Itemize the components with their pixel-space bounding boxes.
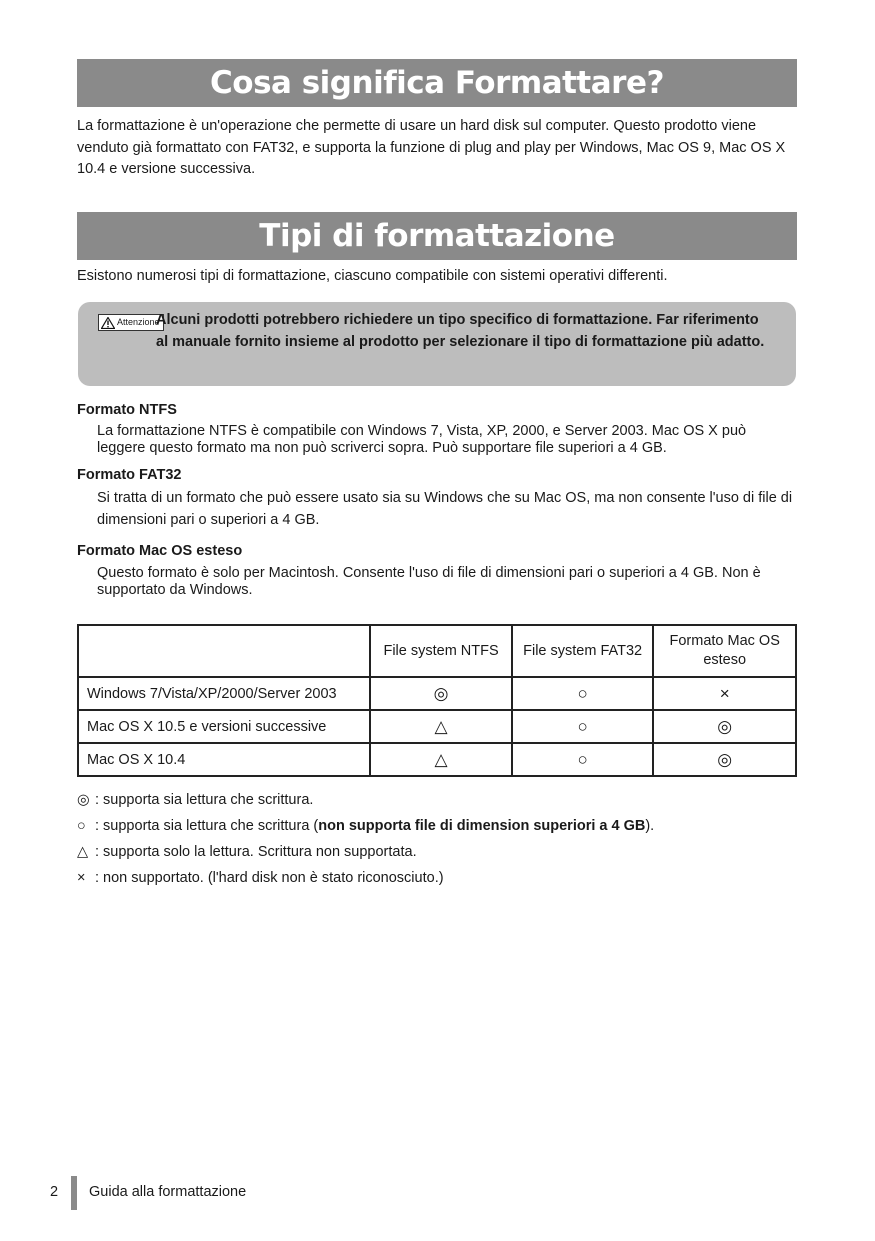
table-row-os: Mac OS X 10.5 e versioni successive: [78, 710, 370, 743]
legend-text: : supporta sia lettura che scrittura.: [95, 792, 314, 808]
table-header-cell: File system NTFS: [370, 625, 512, 677]
compatibility-table: [77, 624, 797, 777]
table-cell-ntfs: ◎: [370, 677, 512, 710]
warning-triangle-icon: [101, 317, 115, 329]
legend-text: : supporta solo la lettura. Scrittura non supportata.: [95, 844, 417, 860]
footer-divider: [71, 1176, 77, 1210]
table-header-row: [78, 625, 796, 677]
table-header-cell: [78, 625, 370, 677]
footer-title: Guida alla formattazione: [89, 1184, 247, 1200]
legend-cross-icon: ×: [77, 870, 86, 886]
section-title-tipi: Tipi di formattazione: [77, 212, 797, 260]
legend-text-end: ).: [645, 818, 655, 834]
table-row: [78, 710, 796, 743]
section-body-formattare: La formattazione è un'operazione che permette di usare un hard disk sul computer. Questo prodotto viene venduto già formattato con FAT32, e supporta la funzione di plug and play per Windows, Mac OS 9, Mac OS X 10.4 e versione successiva.: [77, 118, 786, 177]
format-heading-macos: Formato Mac OS esteso: [77, 543, 243, 559]
section-title-formattare: Cosa significa Formattare?: [77, 59, 797, 107]
table-cell-fat32: ○: [512, 677, 654, 710]
table-row-os: Mac OS X 10.4: [78, 743, 370, 776]
table-row: [78, 677, 796, 710]
table-cell-ntfs: △: [370, 710, 512, 743]
table-cell-fat32: ○: [512, 710, 654, 743]
table-cell-macos: ×: [653, 677, 796, 710]
table-row-os: Windows 7/Vista/XP/2000/Server 2003: [78, 677, 370, 710]
warning-badge-label: Attenzione: [117, 317, 160, 327]
legend-double-circle-icon: ◎: [77, 792, 90, 808]
table-header-cell: Formato Mac OS esteso: [653, 625, 796, 677]
legend-item: [77, 868, 444, 888]
format-text-ntfs: La formattazione NTFS è compatibile con Windows 7, Vista, XP, 2000, e Server 2003. Mac OS X può leggere questo formato ma non può scriverci sopra. Può supportare file superiori a 4 GB.: [97, 423, 747, 456]
table-cell-macos: ◎: [653, 710, 796, 743]
table-cell-fat32: ○: [512, 743, 654, 776]
warning-box: [78, 302, 796, 386]
page-number: 2: [50, 1184, 59, 1200]
warning-badge: [98, 314, 164, 331]
legend-triangle-icon: △: [77, 844, 89, 860]
format-heading-ntfs: Formato NTFS: [77, 402, 177, 418]
format-text-macos: Questo formato è solo per Macintosh. Consente l'uso di file di dimensioni pari o superiori a 4 GB. Non è supportato da Windows.: [97, 565, 761, 598]
legend-item: [77, 842, 417, 862]
legend-circle-icon: ○: [77, 818, 86, 834]
table-cell-ntfs: △: [370, 743, 512, 776]
legend-text: : supporta sia lettura che scrittura (: [95, 818, 319, 834]
legend-item: [77, 790, 313, 810]
legend-text: : non supportato. (l'hard disk non è stato riconosciuto.): [95, 870, 444, 886]
table-header-cell: File system FAT32: [512, 625, 654, 677]
table-row: [78, 743, 796, 776]
legend-text-bold: non supporta file di dimension superiori a 4 GB: [318, 818, 646, 834]
warning-text: Alcuni prodotti potrebbero richiedere un tipo specifico di formattazione. Far riferimento al manuale fornito insieme al prodotto per selezionare il tipo di formattazione più adatto.: [156, 312, 765, 350]
format-text-fat32: Si tratta di un formato che può essere usato sia su Windows che su Mac OS, ma non consente l'uso di file di dimensioni pari o superiori a 4 GB.: [97, 490, 793, 528]
table-cell-macos: ◎: [653, 743, 796, 776]
legend-item: [77, 816, 654, 836]
format-heading-fat32: Formato FAT32: [77, 467, 182, 483]
section-intro-tipi: Esistono numerosi tipi di formattazione, ciascuno compatibile con sistemi operativi differenti.: [77, 268, 668, 284]
